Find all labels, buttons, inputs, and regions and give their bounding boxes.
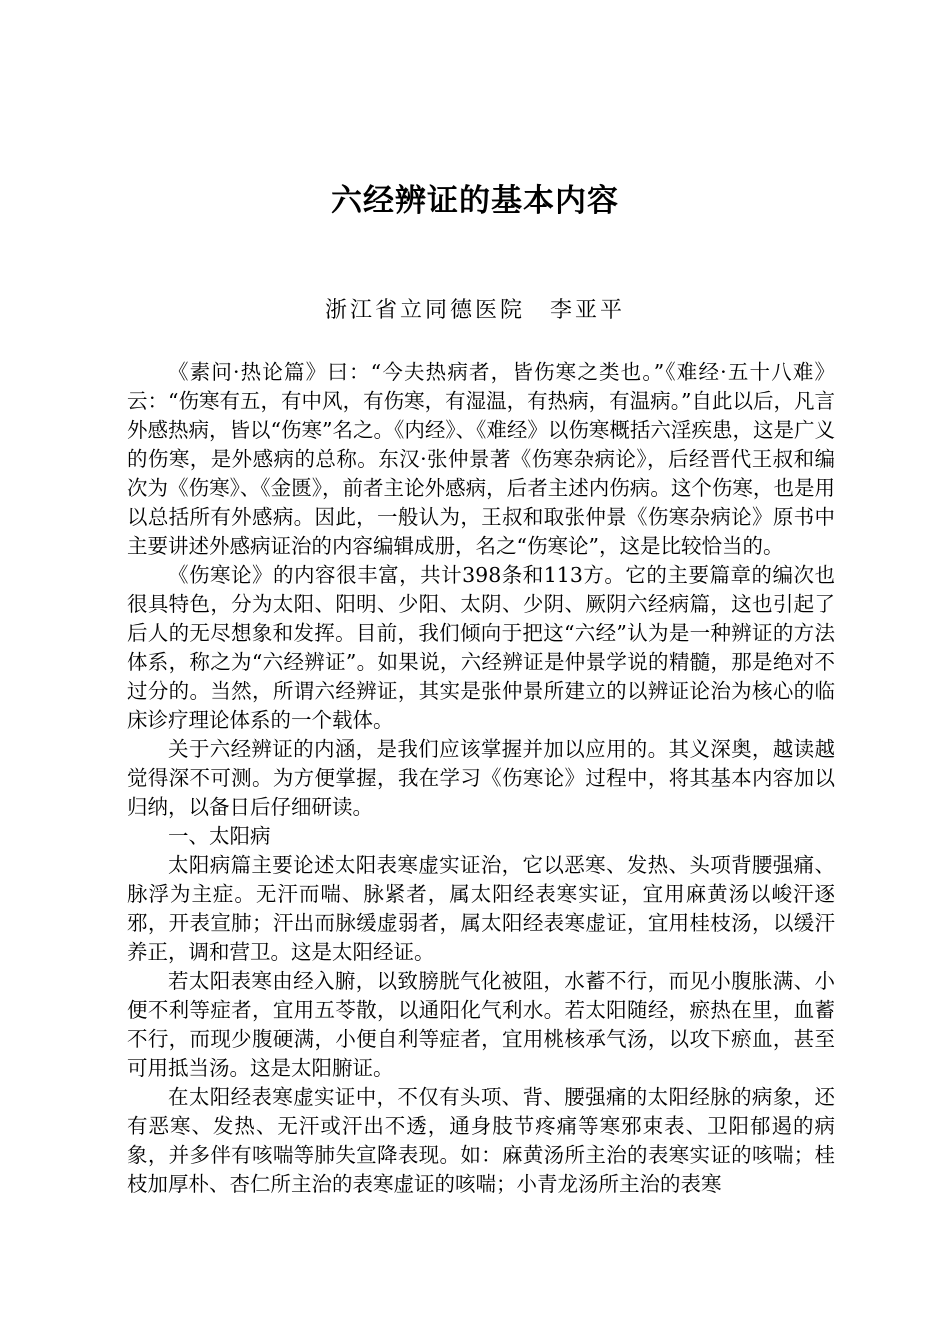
paragraph: 太阳病篇主要论述太阳表寒虚实证治，它以恶寒、发热、头项背腰强痛、脉浮为主症。无汗而喘、脉紧者，属太阳经表寒实证，宜用麻黄汤以峻汗逐邪，开表宣肺；汗出而脉缓虚弱者，属太阳经表寒虚证，宜用桂枝汤，以缓汗养正，调和营卫。这是太阳经证。 — [127, 853, 835, 964]
document-title: 六经辨证的基本内容 — [331, 183, 619, 219]
paragraph: 在太阳经表寒虚实证中，不仅有头项、背、腰强痛的太阳经脉的病象，还有恶寒、发热、无汗或汗出不透，通身肢节疼痛等寒邪束表、卫阳郁遏的病象，并多伴有咳喘等肺失宣降表现。如：麻黄汤所主治的表寒实证的咳喘；桂枝加厚朴、杏仁所主治的表寒虚证的咳喘；小青龙汤所主治的表寒 — [127, 1085, 835, 1196]
paragraph: 《伤寒论》的内容很丰富，共计398条和113方。它的主要篇章的编次也很具特色，分为太阳、阳明、少阳、太阴、少阴、厥阴六经病篇，这也引起了后人的无尽想象和发挥。目前，我们倾向于把这“六经”认为是一种辨证的方法体系，称之为“六经辨证”。如果说，六经辨证是仲景学说的精髓，那是绝对不过分的。当然，所谓六经辨证，其实是张仲景所建立的以辨证论治为核心的临床诊疗理论体系的一个载体。 — [127, 563, 835, 732]
paragraph: 关于六经辨证的内涵，是我们应该掌握并加以应用的。其义深奥，越读越觉得深不可测。为方便掌握，我在学习《伤寒论》过程中，将其基本内容加以归纳，以备日后仔细研读。 — [127, 737, 835, 819]
section-heading: 一、太阳病 — [168, 824, 271, 848]
author-line: 浙江省立同德医院 李亚平 — [324, 298, 625, 323]
document-body — [127, 358, 835, 1199]
paragraph: 《素问·热论篇》曰：“今夫热病者，皆伤寒之类也。”《难经·五十八难》云：“伤寒有五，有中风，有伤寒，有湿温，有热病，有温病。”自此以后，凡言外感热病，皆以“伤寒”名之。《内经》、《难经》以伤寒概括六淫疾患，这是广义的伤寒，是外感病的总称。东汉·张仲景著《伤寒杂病论》，后经晋代王叔和编次为《伤寒》、《金匮》，前者主论外感病，后者主述内伤病。这个伤寒，也是用以总括所有外感病。因此，一般认为，王叔和取张仲景《伤寒杂病论》原书中主要讲述外感病证治的内容编辑成册，名之“伤寒论”，这是比较恰当的。 — [127, 360, 835, 558]
paragraph: 若太阳表寒由经入腑，以致膀胱气化被阻，水蓄不行，而见小腹胀满、小便不利等症者，宜用五苓散，以通阳化气利水。若太阳随经，瘀热在里，血蓄不行，而现少腹硬满，小便自利等症者，宜用桃核承气汤，以攻下瘀血，甚至可用抵当汤。这是太阳腑证。 — [127, 969, 835, 1080]
